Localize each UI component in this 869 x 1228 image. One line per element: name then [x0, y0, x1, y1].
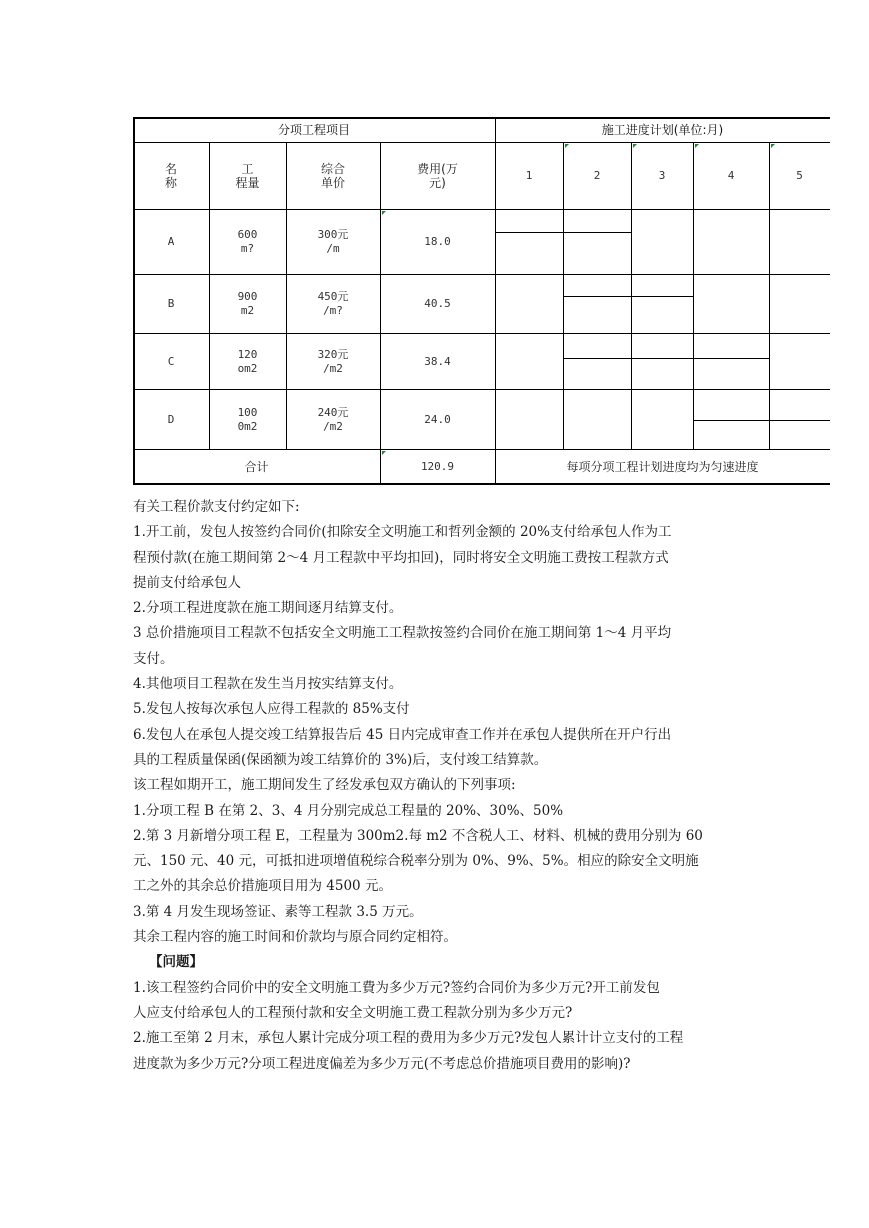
- paragraph-line: 3.第 4 月发生现场签证、素等工程款 3.5 万元。: [133, 903, 423, 920]
- col-header-cost-line: 元): [429, 176, 446, 190]
- gantt-bar-a: [495, 232, 631, 233]
- gantt-bar-d: [693, 420, 830, 421]
- row-quantity: [209, 210, 286, 274]
- paragraph-line: 3 总价措施项目工程款不包括安全文明施工工程款按签约合同价在施工期间第 1～4 月平均: [133, 625, 672, 642]
- row-unit-price-line: 240元: [317, 405, 349, 419]
- row-cost: 18.0: [424, 235, 451, 248]
- header-schedule: 施工进度计划(单位:月): [601, 123, 724, 137]
- col-header-name: [133, 143, 209, 209]
- col-header-name-line: 名: [164, 162, 177, 176]
- month-header: 5: [796, 169, 803, 182]
- row-quantity-line: 600: [237, 228, 258, 241]
- row-name: B: [167, 297, 175, 310]
- question-line: 1.该工程签约合同价中的安全文明施工費为多少万元?签约合同价为多少万元?开工前发包: [133, 979, 660, 996]
- row-unit-price-line: /m2: [323, 419, 343, 433]
- col-header-quantity: [209, 143, 286, 209]
- paragraph-line: 1.分项工程 B 在第 2、3、4 月分别完成总工程量的 20%、30%、50%: [133, 802, 564, 819]
- table-border-bottom: [133, 483, 830, 485]
- document-body: [133, 495, 833, 1077]
- paragraph-line: 有关工程价款支付约定如下:: [133, 499, 300, 515]
- row-unit-price-line: /m?: [323, 304, 343, 317]
- header-items: 分项工程项目: [277, 123, 350, 137]
- row-unit-price-line: 300元: [317, 228, 349, 241]
- paragraph-line: 2.分项工程进度款在施工期间逐月结算支付。: [133, 600, 403, 617]
- row-unit-price-line: /m2: [323, 361, 343, 375]
- total-label: 合计: [244, 459, 269, 474]
- col-header-unit-price-line: 单价: [320, 176, 345, 190]
- row-quantity: [209, 275, 286, 333]
- paragraph-line: 6.发包人在承包人提交竣工结算报告后 45 日内完成审查工作并在承包人提供所在开户行出: [133, 726, 672, 743]
- row-unit-price: [286, 390, 380, 449]
- col-header-unit-price-line: 综合: [320, 162, 345, 176]
- row-unit-price-line: 450元: [317, 290, 349, 303]
- col-header-unit-price: [286, 143, 380, 209]
- paragraph-line: 程预付款(在施工期间第 2～4 月工程款中平均扣回)，同时将安全文明施工费按工程款方式: [133, 549, 669, 566]
- row-quantity-line: 900: [237, 290, 258, 303]
- row-quantity: [209, 334, 286, 389]
- row-quantity: [209, 390, 286, 449]
- paragraph-line: 5.发包人按每次承包人应得工程款的 85%支付: [133, 701, 410, 718]
- row-unit-price-line: /m: [326, 242, 340, 255]
- row-name: D: [167, 412, 175, 426]
- gantt-bar-c: [563, 358, 769, 359]
- col-header-quantity-line: 程量: [235, 176, 260, 190]
- row-unit-price: [286, 210, 380, 274]
- question-heading: 【问题】: [149, 954, 203, 971]
- row-cost: 38.4: [424, 354, 451, 368]
- total-value: 120.9: [420, 459, 455, 473]
- row-name: C: [167, 354, 175, 368]
- row-quantity-line: 100: [237, 405, 258, 419]
- paragraph-line: 2.第 3 月新增分项工程 E，工程量为 300m2.每 m2 不含税人工、材料、机械的费用分别为 60: [133, 827, 703, 844]
- question-line: 人应支付给承包人的工程预付款和安全文明施工费工程款分别为多少万元?: [133, 1004, 573, 1021]
- schedule-note: 每项分项工程计划进度均为匀速进度: [566, 459, 759, 474]
- paragraph-line: 提前支付给承包人: [133, 574, 241, 591]
- paragraph-line: 该工程如期开工，施工期间发生了经发承包双方确认的下列事项:: [133, 777, 516, 794]
- row-quantity-line: m2: [240, 304, 255, 317]
- gantt-bar-b: [563, 296, 693, 297]
- paragraph-line: 1.开工前，发包人按签约合同价(扣除安全文明施工和哲列金额的 20%支付给承包人作为工: [133, 524, 672, 541]
- row-quantity-line: om2: [237, 361, 258, 375]
- row-cost: 24.0: [424, 412, 451, 426]
- paragraph-line: 具的工程质量保函(保函额为竣工结算价的 3%)后，支付竣工结算款。: [133, 751, 548, 768]
- row-quantity-line: 120: [237, 347, 258, 361]
- row-quantity-line: m?: [240, 242, 255, 255]
- col-header-cost-line: 费用(万: [417, 162, 458, 176]
- question-line: 进度款为多少万元?分项工程进度偏差为多少万元(不考虑总价措施项目费用的影响)?: [133, 1055, 631, 1072]
- row-cost: 40.5: [424, 297, 451, 310]
- month-header: 2: [593, 169, 601, 182]
- col-header-quantity-line: 工: [241, 162, 254, 176]
- row-quantity-line: 0m2: [237, 419, 258, 433]
- row-unit-price-line: 320元: [317, 347, 349, 361]
- row-name: A: [167, 235, 175, 248]
- paragraph-line: 元、150 元、40 元，可抵扣进项增值税综合税率分别为 0%、9%、5%。相应的除安全文明施: [133, 853, 699, 870]
- paragraph-line: 4.其他项目工程款在发生当月按实结算支付。: [133, 676, 403, 693]
- month-header: 4: [727, 169, 735, 182]
- month-header: 3: [658, 169, 666, 182]
- col-header-cost: [380, 143, 495, 209]
- row-unit-price: [286, 334, 380, 389]
- paragraph-line: 支付。: [133, 650, 174, 667]
- paragraph-line: 其余工程内容的施工时间和价款均与原合同约定相符。: [133, 929, 457, 946]
- schedule-table: [133, 117, 830, 485]
- question-line: 2.施工至第 2 月末，承包人累计完成分项工程的费用为多少万元?发包人累计计立支付的工程: [133, 1030, 684, 1047]
- paragraph-line: 工之外的其余总价措施项目用为 4500 元。: [133, 878, 392, 895]
- month-header: 1: [525, 169, 533, 182]
- col-header-name-line: 称: [164, 176, 177, 190]
- row-unit-price: [286, 275, 380, 333]
